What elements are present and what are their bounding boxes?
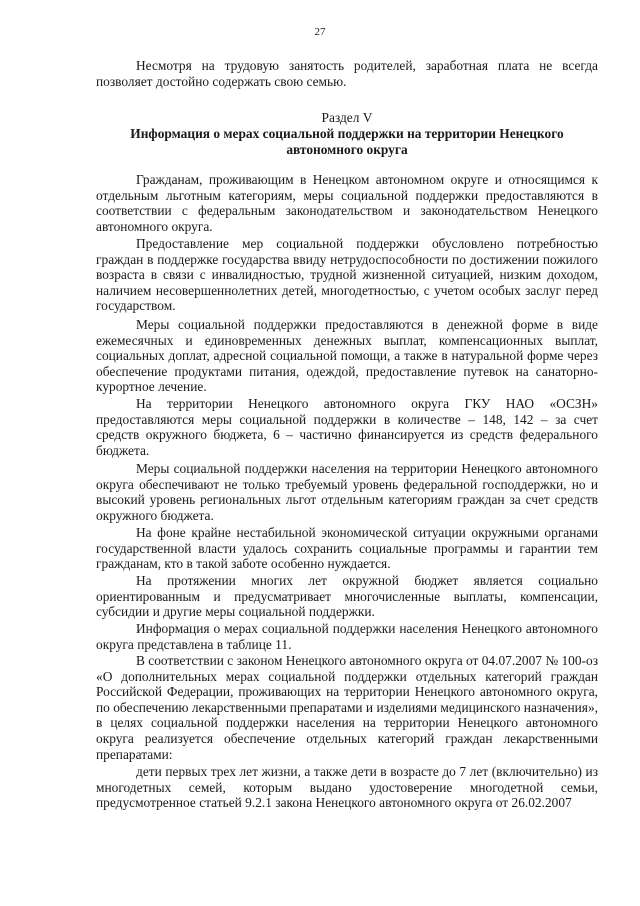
paragraph-7: На протяжении многих лет окружной бюджет является социально ориентированным и предусматривает многочисленные выплаты, компенсации, субсидии и другие меры социальной поддержки. <box>96 573 598 620</box>
paragraph-4: На территории Ненецкого автономного округа ГКУ НАО «ОСЗН» предоставляются меры социальной поддержки в количестве – 148, 142 – за счет средств окружного бюджета, 6 – частично финансируется из средств федерального бюджета. <box>96 396 598 458</box>
intro-paragraph: Несмотря на трудовую занятость родителей, заработная плата не всегда позволяет достойно содержать свою семью. <box>96 58 598 89</box>
paragraph-10: дети первых трех лет жизни, а также дети в возрасте до 7 лет (включительно) из многодетных семей, которым выдано удостоверение многодетной семьи, предусмотренное статьей 9.2.1 закона Ненецкого автономного округа от 26.02.2007 <box>96 764 598 811</box>
paragraph-6: На фоне крайне нестабильной экономической ситуации окружными органами государственной власти удалось сохранить социальные программы и гарантии тем гражданам, кто в такой заботе особенно нуждается. <box>96 525 598 572</box>
paragraph-5: Меры социальной поддержки населения на территории Ненецкого автономного округа обеспечивают не только требуемый уровень федеральной господдержки, но и высокий уровень региональных льгот отдельным категориям граждан за счет средств окружного бюджета. <box>96 461 598 523</box>
paragraph-8: Информация о мерах социальной поддержки населения Ненецкого автономного округа представлена в таблице 11. <box>96 621 598 652</box>
paragraph-2: Предоставление мер социальной поддержки обусловлено потребностью граждан в поддержке государства ввиду нетрудоспособности по достижении пожилого возраста в связи с инвалидностью, трудной жизненной ситуацией, низким доходом, наличием несовершеннолетних детей, многодетностью, с учетом особых заслуг перед государством. <box>96 236 598 314</box>
page-number: 27 <box>314 26 326 38</box>
paragraph-9: В соответствии с законом Ненецкого автономного округа от 04.07.2007 № 100-оз «О дополнительных мерах социальной поддержки отдельных категорий граждан Российской Федерации, проживающих на территории Ненецкого автономного округа, по обеспечению лекарственными препаратами и изделиями медицинского назначения», в целях социальной поддержки населения на территории Ненецкого автономного округа реализуется обеспечение отдельных категорий граждан лекарственными препаратами: <box>96 653 598 762</box>
paragraph-3: Меры социальной поддержки предоставляются в денежной форме в виде ежемесячных и единовременных денежных выплат, компенсационных выплат, социальных доплат, адресной социальной помощи, а также в натуральной форме через обеспечение продуктами питания, одеждой, предоставление путевок на санаторно-курортное лечение. <box>96 317 598 395</box>
section-title: Информация о мерах социальной поддержки на территории Ненецкого автономного округа <box>130 126 564 157</box>
paragraph-1: Гражданам, проживающим в Ненецком автономном округе и относящимся к отдельным льготным категориям, меры социальной поддержки предоставляются в соответствии с федеральным законодательством и законодательством Ненецкого автономного округа. <box>96 172 598 234</box>
section-label: Раздел V <box>321 110 373 125</box>
